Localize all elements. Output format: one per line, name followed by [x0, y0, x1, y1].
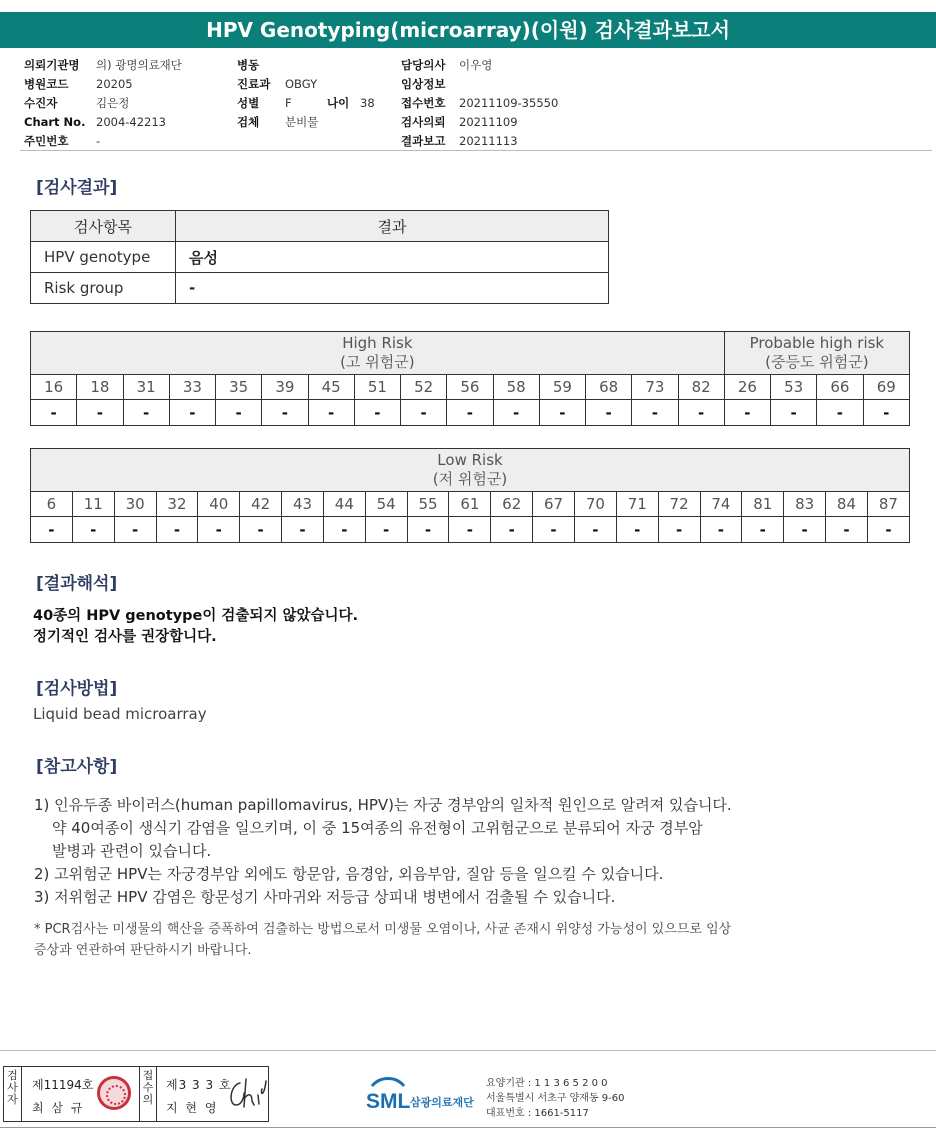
seal-stamp	[97, 1076, 131, 1110]
genotype-result: -	[156, 517, 198, 543]
genotype-result: -	[724, 400, 770, 426]
genotype-number: 33	[169, 375, 215, 400]
genotype-result: -	[771, 400, 817, 426]
header-row-hospital-code	[24, 75, 182, 94]
header-label: 병동	[237, 58, 260, 72]
section-title-result: [검사결과]	[36, 178, 118, 198]
lab-info-line: 서울특별시 서초구 양재동 9-60	[486, 1093, 625, 1104]
high-risk-types-row	[31, 375, 910, 400]
genotype-result: -	[240, 517, 282, 543]
genotype-number: 56	[447, 375, 493, 400]
interpretation-text	[33, 606, 358, 648]
note-line: 약 40여종이 생식기 감염을 일으키며, 이 중 15여종의 유전형이 고위험군으로 분류되어 자궁 경부암	[52, 819, 703, 837]
genotype-number: 87	[867, 492, 909, 517]
header-col3	[401, 56, 558, 151]
header-col1	[24, 56, 182, 151]
header-value: 이우영	[459, 58, 493, 72]
genotype-number: 67	[533, 492, 575, 517]
header-label: Chart No.	[24, 115, 86, 129]
sml-logo-icon	[366, 1076, 486, 1116]
genotype-number: 53	[771, 375, 817, 400]
header-value: OBGY	[285, 77, 318, 91]
genotype-number: 44	[323, 492, 365, 517]
genotype-result: -	[198, 517, 240, 543]
result-header-item: 검사항목	[31, 211, 176, 242]
high-risk-title: High Risk	[342, 334, 413, 352]
genotype-result: -	[354, 400, 400, 426]
header-row-patient	[24, 94, 182, 113]
genotype-number: 39	[262, 375, 308, 400]
header-value: 2004-42213	[96, 115, 166, 129]
header-label: 접수번호	[401, 96, 446, 110]
header-label: 임상정보	[401, 77, 446, 91]
section-title-notes: [참고사항]	[36, 757, 118, 777]
genotype-result: -	[123, 400, 169, 426]
interpretation-line: 정기적인 검사를 권장합니다.	[33, 629, 217, 645]
report-title: HPV Genotyping(microarray)(이원) 검사결과보고서	[0, 12, 936, 48]
genotype-number: 83	[784, 492, 826, 517]
genotype-number: 71	[616, 492, 658, 517]
genotype-result: -	[742, 517, 784, 543]
header-label: 검체	[237, 115, 260, 129]
low-risk-title: Low Risk	[437, 451, 503, 469]
genotype-result: -	[262, 400, 308, 426]
genotype-result: -	[533, 517, 575, 543]
genotype-result: -	[863, 400, 910, 426]
low-risk-header	[31, 449, 910, 492]
genotype-result: -	[586, 400, 632, 426]
header-row-doctor	[401, 56, 558, 75]
header-label: 담당의사	[401, 58, 446, 72]
section-title-interpretation: [결과해석]	[36, 574, 118, 594]
footnote-line: 증상과 연관하여 판단하시기 바랍니다.	[34, 943, 252, 958]
table-row	[31, 273, 609, 304]
signature-box	[3, 1066, 269, 1122]
genotype-result: -	[114, 517, 156, 543]
note-line: 3) 저위험군 HPV 감염은 항문성기 사마귀와 저등급 상피내 병변에서 검출될 수 있습니다.	[34, 888, 616, 906]
genotype-result: -	[491, 517, 533, 543]
result-header-value: 결과	[176, 211, 609, 242]
header-row-chart-no	[24, 113, 182, 132]
note-line: 발병과 관련이 있습니다.	[52, 842, 212, 860]
result-item: HPV genotype	[31, 242, 176, 273]
header-label-age: 나이	[327, 96, 350, 110]
high-risk-header-row	[31, 332, 910, 375]
inspector-label: 검사자	[4, 1067, 22, 1121]
genotype-result: -	[77, 400, 123, 426]
genotype-result: -	[658, 517, 700, 543]
genotype-result: -	[401, 400, 447, 426]
genotype-result: -	[447, 400, 493, 426]
footer-bottom-line	[0, 1127, 936, 1128]
genotype-number: 55	[407, 492, 449, 517]
genotype-result: -	[632, 400, 678, 426]
result-table	[30, 210, 609, 304]
genotype-result: -	[31, 517, 73, 543]
genotype-number: 69	[863, 375, 910, 400]
genotype-result: -	[867, 517, 909, 543]
pcr-footnote	[34, 919, 731, 961]
lab-info-line: 요양기관 : 1 1 3 6 5 2 0 0	[486, 1078, 608, 1089]
header-label: 결과보고	[401, 134, 446, 148]
header-col2	[237, 56, 375, 132]
reviewer-license: 제3 3 3 호	[166, 1078, 232, 1092]
header-row-institution	[24, 56, 182, 75]
low-risk-results-row	[31, 517, 910, 543]
probable-risk-header	[724, 332, 909, 375]
genotype-number: 68	[586, 375, 632, 400]
result-item: Risk group	[31, 273, 176, 304]
genotype-number: 32	[156, 492, 198, 517]
genotype-number: 35	[216, 375, 262, 400]
signature-mark	[226, 1075, 268, 1113]
genotype-number: 73	[632, 375, 678, 400]
genotype-result: -	[282, 517, 324, 543]
genotype-result: -	[72, 517, 114, 543]
header-row-request-date	[401, 113, 558, 132]
header-label: 성별	[237, 96, 260, 110]
header-row-specimen	[237, 113, 375, 132]
header-value: 20211109-35550	[459, 96, 559, 110]
header-value: -	[96, 134, 101, 148]
genotype-result: -	[493, 400, 539, 426]
logo-text: SML	[366, 1090, 411, 1113]
lab-info	[486, 1076, 625, 1121]
genotype-number: 52	[401, 375, 447, 400]
genotype-number: 81	[742, 492, 784, 517]
genotype-result: -	[216, 400, 262, 426]
high-risk-header	[31, 332, 725, 375]
sml-logo	[366, 1076, 486, 1120]
low-risk-types-row	[31, 492, 910, 517]
high-risk-table	[30, 331, 910, 426]
genotype-number: 82	[678, 375, 724, 400]
genotype-number: 59	[539, 375, 585, 400]
genotype-number: 31	[123, 375, 169, 400]
reviewer-label: 접수의	[139, 1067, 157, 1121]
note-line: 1) 인유두종 바이러스(human papillomavirus, HPV)는 자궁 경부암의 일차적 원인으로 알려져 있습니다.	[34, 796, 732, 814]
result-value: -	[176, 273, 609, 304]
reviewer-name: 지 현 영	[166, 1101, 219, 1115]
table-row	[31, 242, 609, 273]
header-row-report-date	[401, 132, 558, 151]
genotype-number: 16	[31, 375, 77, 400]
genotype-result: -	[784, 517, 826, 543]
genotype-number: 62	[491, 492, 533, 517]
genotype-number: 43	[282, 492, 324, 517]
header-label: 진료과	[237, 77, 271, 91]
genotype-number: 66	[817, 375, 863, 400]
genotype-result: -	[407, 517, 449, 543]
low-risk-subtitle: (저 위험군)	[432, 470, 508, 488]
inspector-name: 최 삼 규	[32, 1101, 85, 1115]
header-value: 분비물	[285, 115, 319, 129]
notes-list	[34, 794, 732, 909]
header-label: 의뢰기관명	[24, 58, 80, 72]
inspector-license: 제11194호	[32, 1078, 94, 1092]
header-value: F	[285, 96, 292, 110]
genotype-number: 72	[658, 492, 700, 517]
header-divider	[20, 150, 932, 151]
result-table-header	[31, 211, 609, 242]
low-risk-header-row	[31, 449, 910, 492]
genotype-number: 6	[31, 492, 73, 517]
genotype-number: 58	[493, 375, 539, 400]
footnote-line: * PCR검사는 미생물의 핵산을 증폭하여 검출하는 방법으로서 미생물 오염이나, 사균 존재시 위양성 가능성이 있으므로 임상	[34, 922, 732, 937]
genotype-result: -	[574, 517, 616, 543]
genotype-number: 54	[365, 492, 407, 517]
genotype-number: 26	[724, 375, 770, 400]
logo-org-name: 삼광의료재단	[410, 1096, 474, 1109]
header-value: 의) 광명의료재단	[96, 58, 182, 72]
genotype-number: 18	[77, 375, 123, 400]
section-title-method: [검사방법]	[36, 679, 118, 699]
genotype-result: -	[169, 400, 215, 426]
genotype-number: 70	[574, 492, 616, 517]
high-risk-results-row	[31, 400, 910, 426]
header-label: 주민번호	[24, 134, 69, 148]
header-label: 검사의뢰	[401, 115, 446, 129]
header-value: 20211113	[459, 134, 518, 148]
genotype-number: 61	[449, 492, 491, 517]
header-value-age: 38	[360, 96, 375, 110]
genotype-result: -	[700, 517, 742, 543]
genotype-result: -	[539, 400, 585, 426]
genotype-number: 42	[240, 492, 282, 517]
genotype-number: 11	[72, 492, 114, 517]
lab-info-line: 대표번호 : 1661-5117	[486, 1108, 589, 1119]
header-row-receipt-no	[401, 94, 558, 113]
genotype-number: 40	[198, 492, 240, 517]
genotype-result: -	[616, 517, 658, 543]
header-row-clinical-info	[401, 75, 558, 94]
result-value: 음성	[176, 242, 609, 273]
probable-risk-subtitle: (중등도 위험군)	[765, 353, 869, 371]
genotype-result: -	[678, 400, 724, 426]
genotype-number: 45	[308, 375, 354, 400]
high-risk-subtitle: (고 위험군)	[340, 353, 415, 371]
header-value: 20211109	[459, 115, 518, 129]
genotype-number: 51	[354, 375, 400, 400]
header-row-resident-no	[24, 132, 182, 151]
header-row-department	[237, 75, 375, 94]
genotype-result: -	[308, 400, 354, 426]
genotype-result: -	[826, 517, 868, 543]
method-text: Liquid bead microarray	[33, 705, 207, 723]
header-row-ward	[237, 56, 375, 75]
header-label: 병원코드	[24, 77, 69, 91]
genotype-number: 84	[826, 492, 868, 517]
header-value: 김은정	[96, 96, 130, 110]
genotype-number: 30	[114, 492, 156, 517]
footer-divider	[0, 1050, 936, 1051]
genotype-result: -	[31, 400, 77, 426]
header-value: 20205	[96, 77, 133, 91]
genotype-result: -	[365, 517, 407, 543]
interpretation-line: 40종의 HPV genotype이 검출되지 않았습니다.	[33, 608, 359, 624]
note-line: 2) 고위험군 HPV는 자궁경부암 외에도 항문암, 음경암, 외음부암, 질암 등을 일으킬 수 있습니다.	[34, 865, 664, 883]
low-risk-table	[30, 448, 910, 543]
genotype-result: -	[817, 400, 863, 426]
header-label: 수진자	[24, 96, 58, 110]
genotype-result: -	[449, 517, 491, 543]
genotype-number: 74	[700, 492, 742, 517]
genotype-result: -	[323, 517, 365, 543]
probable-risk-title: Probable high risk	[749, 334, 885, 352]
header-row-sex-age	[237, 94, 375, 113]
